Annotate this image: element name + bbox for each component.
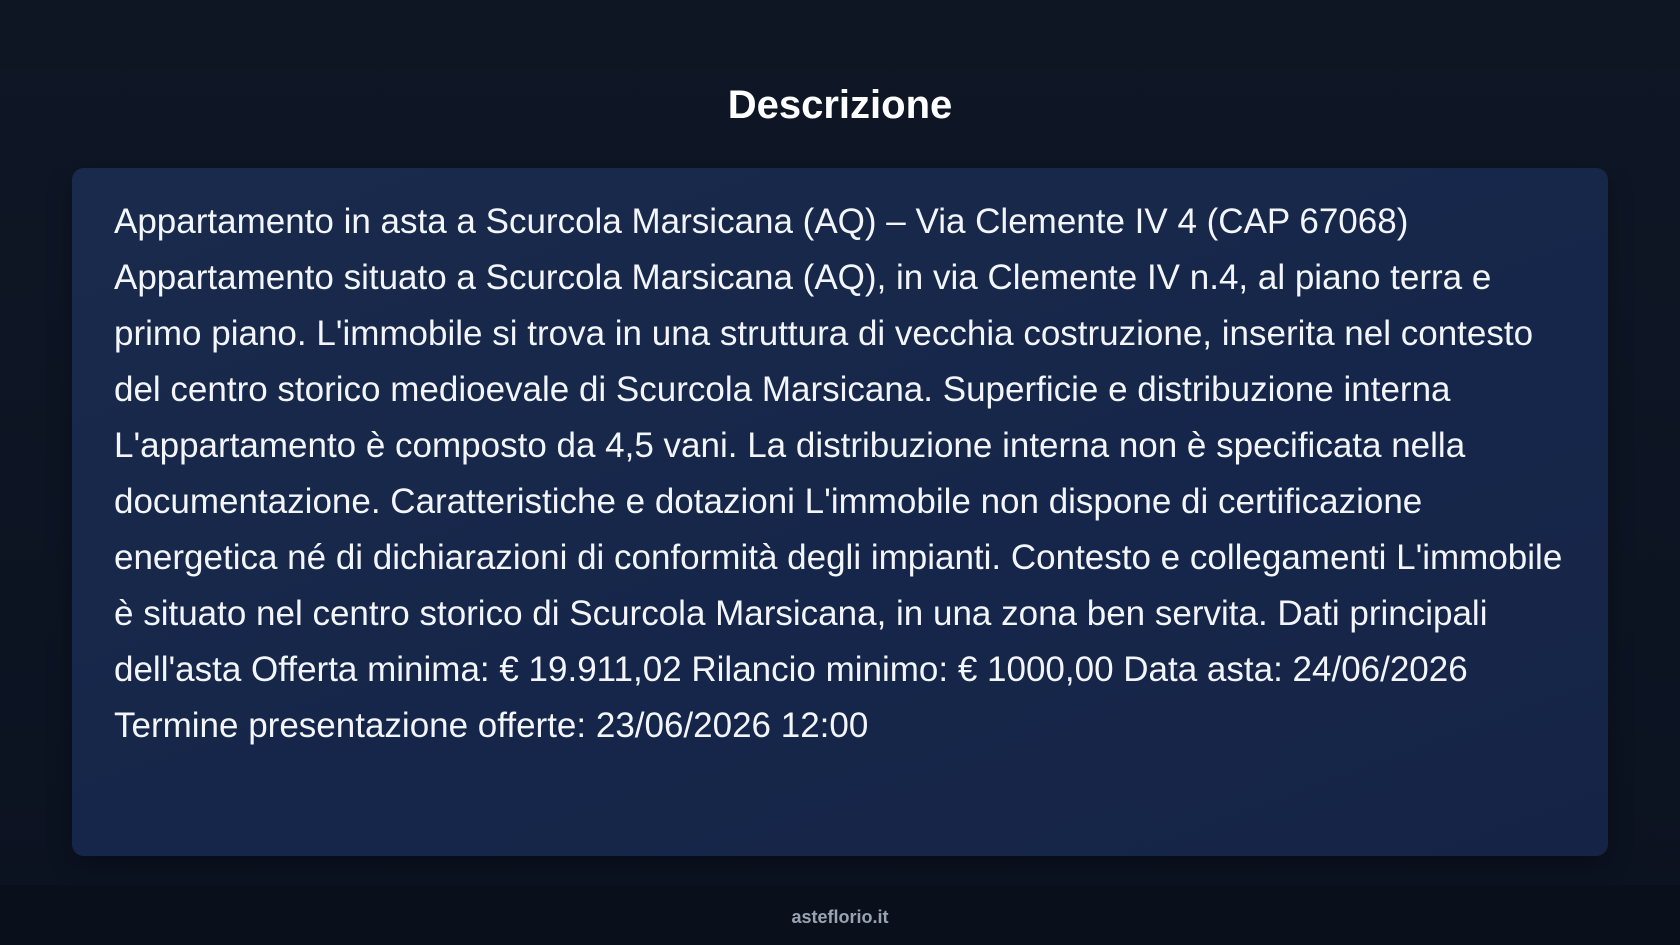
top-band — [0, 0, 1680, 70]
description-text: Appartamento in asta a Scurcola Marsicana (AQ) – Via Clemente IV 4 (CAP 67068) Appartamento situato a Scurcola Marsicana (AQ), in via Clemente IV n.4, al piano terra e primo piano. L'immobile si trova in una struttura di vecchia costruzione, inserita nel contesto del centro storico medioevale di Scurcola Marsicana. Superficie e distribuzione interna L'appartamento è composto da 4,5 vani. La distribuzione interna non è specificata nella documentazione. Caratteristiche e dotazioni L'immobile non dispone di certificazione energetica né di dichiarazioni di conformità degli impianti. Contesto e collegamenti L'immobile è situato nel centro storico di Scurcola Marsicana, in una zona ben servita. Dati principali dell'asta Offerta minima: € 19.911,02 Rilancio minimo: € 1000,00 Data asta: 24/06/2026 Termine presentazione offerte: 23/06/2026 12:00 — [114, 202, 1563, 745]
page-title: Descrizione — [727, 83, 953, 127]
footer-site-name[interactable]: asteflorio.it — [791, 907, 889, 927]
description-card — [72, 168, 1608, 856]
